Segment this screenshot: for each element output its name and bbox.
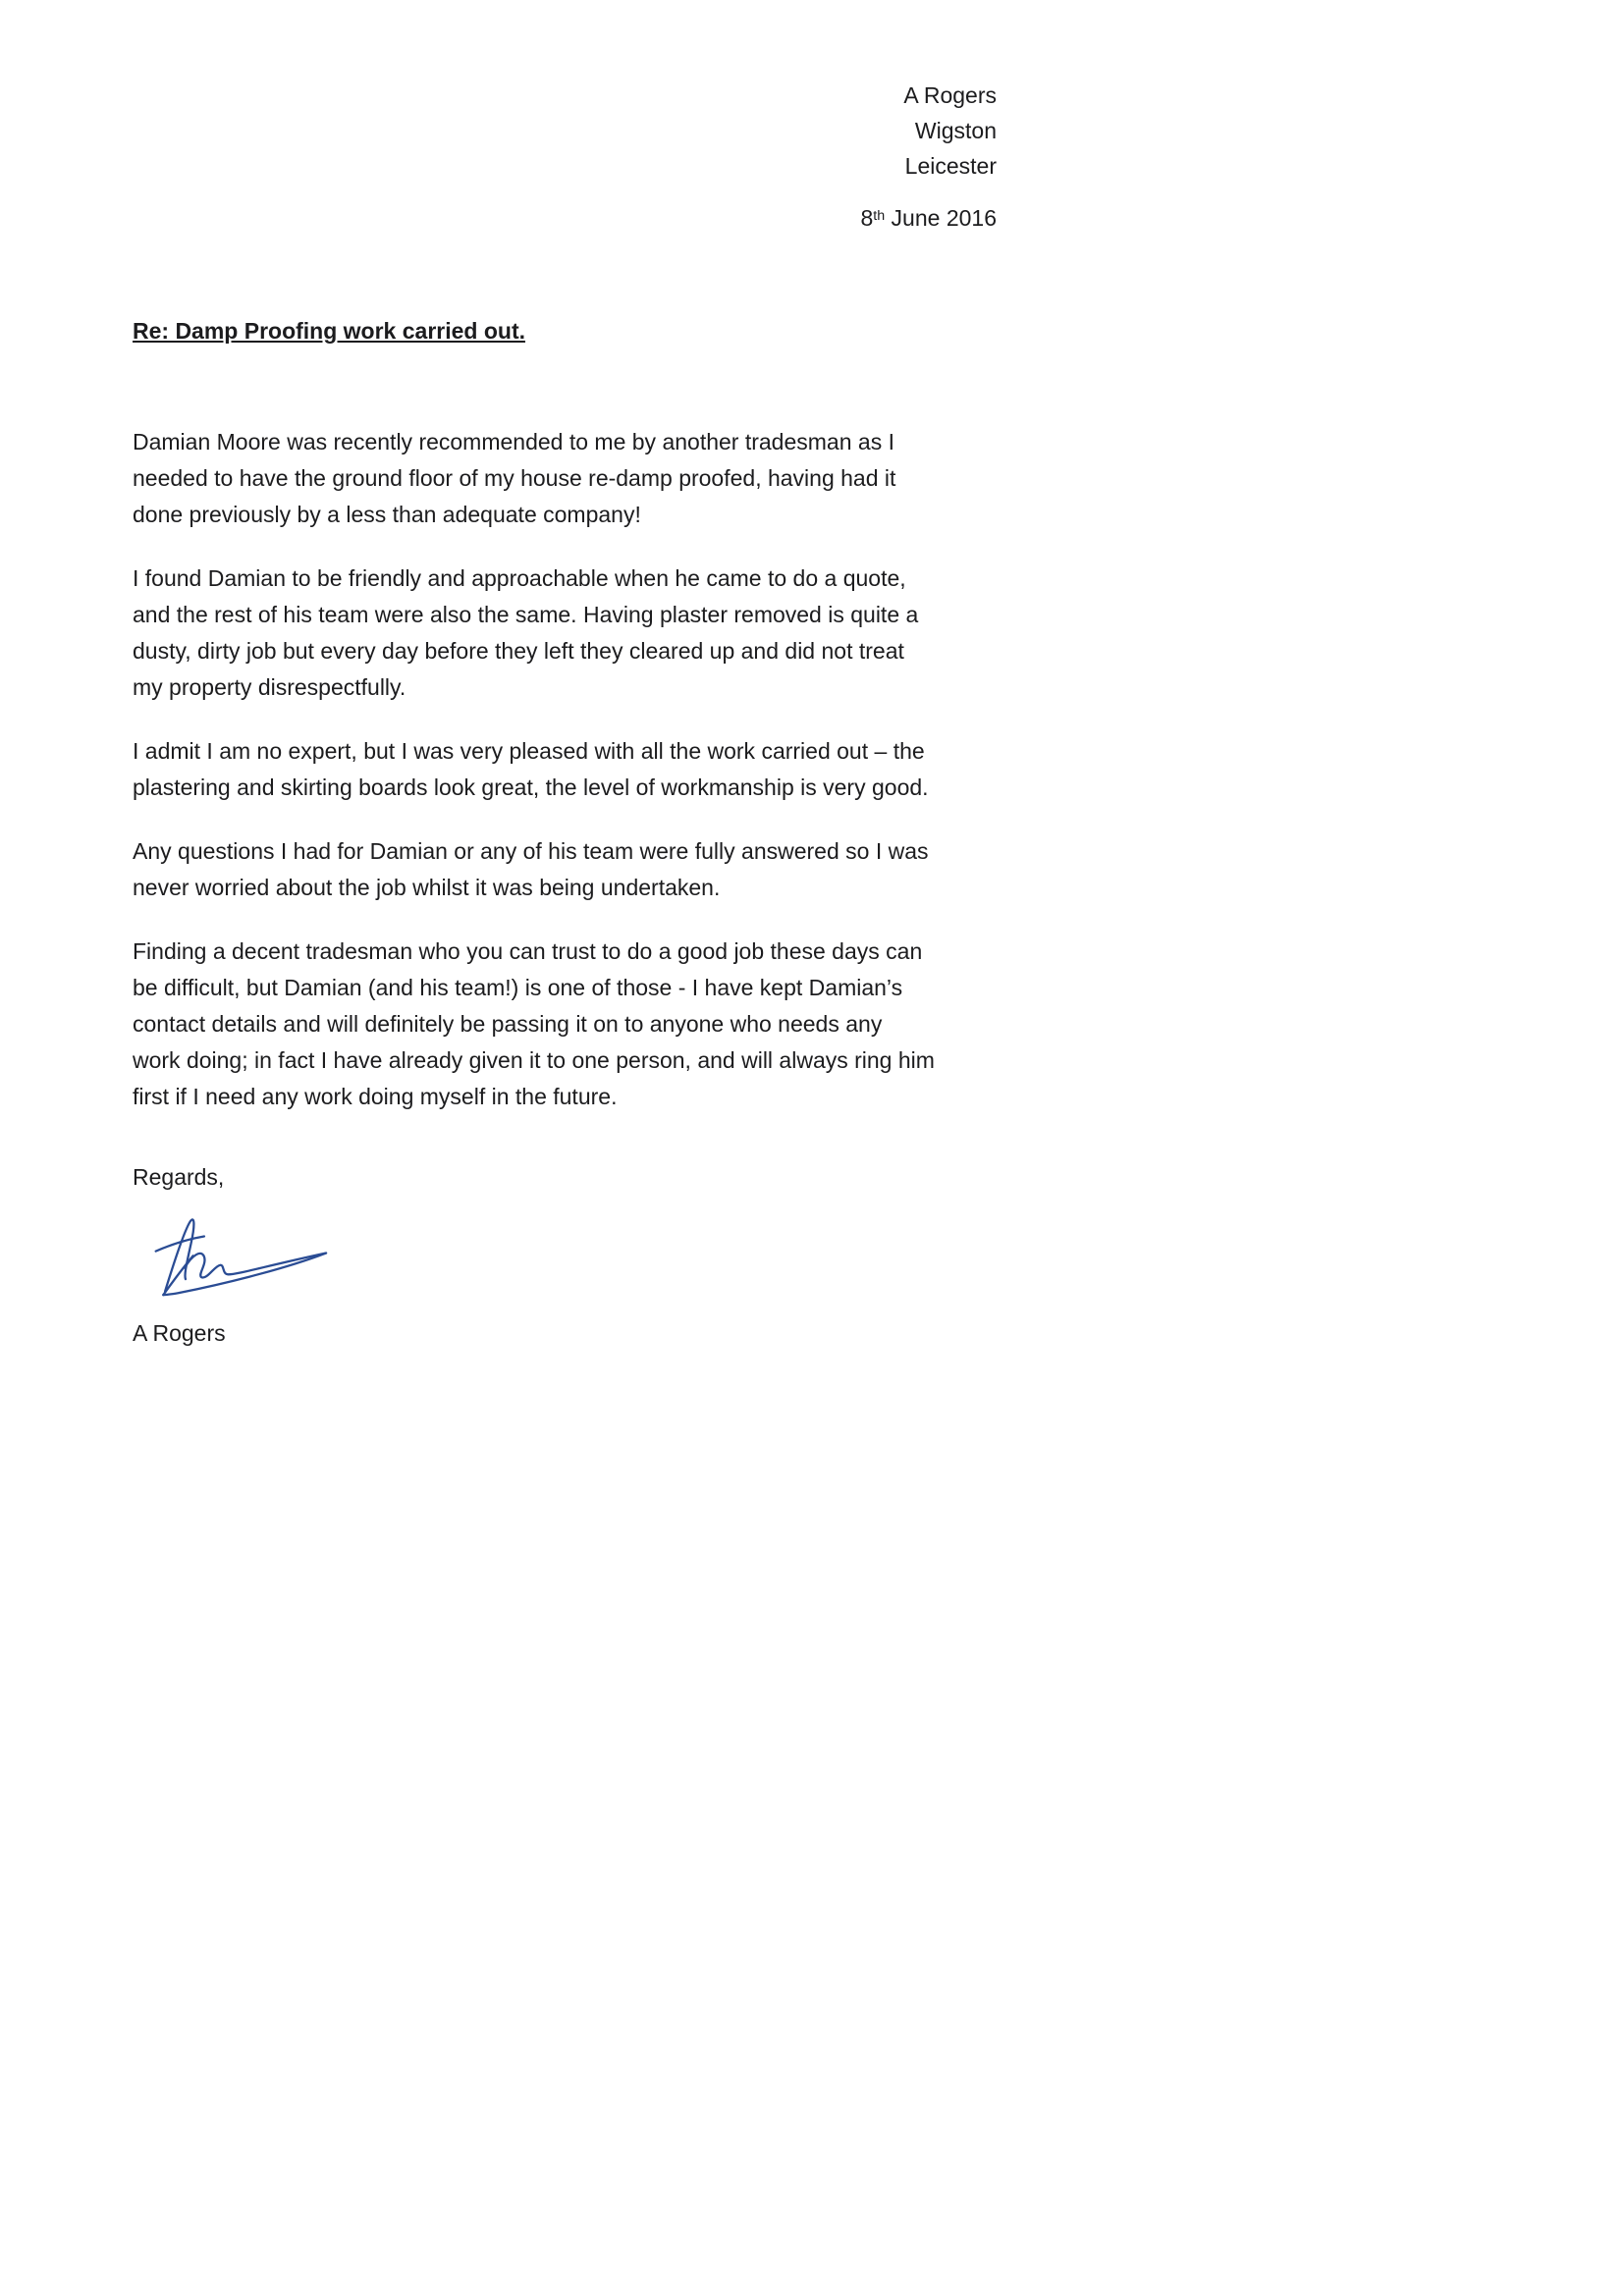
paragraph-line: be difficult, but Damian (and his team!) is one of those - I have kept Damian’s <box>133 975 903 1000</box>
paragraph-line: I admit I am no expert, but I was very pleased with all the work carried out – the <box>133 738 925 764</box>
paragraph-line: my property disrespectfully. <box>133 674 406 700</box>
paragraph-line: never worried about the job whilst it was being undertaken. <box>133 875 721 900</box>
sender-city: Leicester <box>904 153 997 179</box>
paragraph-line: I found Damian to be friendly and approachable when he came to do a quote, <box>133 565 906 591</box>
paragraph-line: Finding a decent tradesman who you can trust to do a good job these days can <box>133 938 923 964</box>
paragraph-line: plastering and skirting boards look great, the level of workmanship is very good. <box>133 774 929 800</box>
letter-content <box>133 78 997 1352</box>
paragraph-2 <box>133 561 997 706</box>
subject-line: Re: Damp Proofing work carried out. <box>133 318 525 344</box>
letter-body <box>133 424 997 1115</box>
paragraph-3 <box>133 733 997 806</box>
sender-address-block <box>133 78 997 184</box>
sender-name: A Rogers <box>903 82 997 108</box>
closing-salutation: Regards, <box>133 1164 225 1190</box>
paragraph-line: work doing; in fact I have already given it to one person, and will always ring him <box>133 1047 935 1073</box>
letter-date <box>133 200 997 240</box>
paragraph-line: done previously by a less than adequate company! <box>133 502 641 527</box>
paragraph-line: Any questions I had for Damian or any of his team were fully answered so I was <box>133 838 929 864</box>
paragraph-line: dusty, dirty job but every day before they left they cleared up and did not treat <box>133 638 904 664</box>
paragraph-5 <box>133 934 997 1115</box>
paragraph-line: first if I need any work doing myself in the future. <box>133 1084 618 1109</box>
paragraph-line: and the rest of his team were also the same. Having plaster removed is quite a <box>133 602 919 627</box>
paragraph-line: Damian Moore was recently recommended to me by another tradesman as I <box>133 429 894 454</box>
date-day: 8 <box>860 205 874 231</box>
sender-town: Wigston <box>914 118 997 143</box>
signature-area <box>140 1209 997 1300</box>
signature-strokes <box>156 1219 326 1295</box>
signature-image <box>140 1209 337 1298</box>
signature-name: A Rogers <box>133 1320 226 1346</box>
paragraph-line: needed to have the ground floor of my house re-damp proofed, having had it <box>133 465 896 491</box>
paragraph-line: contact details and will definitely be passing it on to anyone who needs any <box>133 1011 883 1037</box>
date-ordinal-suffix: th <box>873 207 886 224</box>
date-month-year: June 2016 <box>885 205 997 231</box>
paragraph-4 <box>133 833 997 906</box>
paragraph-1 <box>133 424 997 533</box>
